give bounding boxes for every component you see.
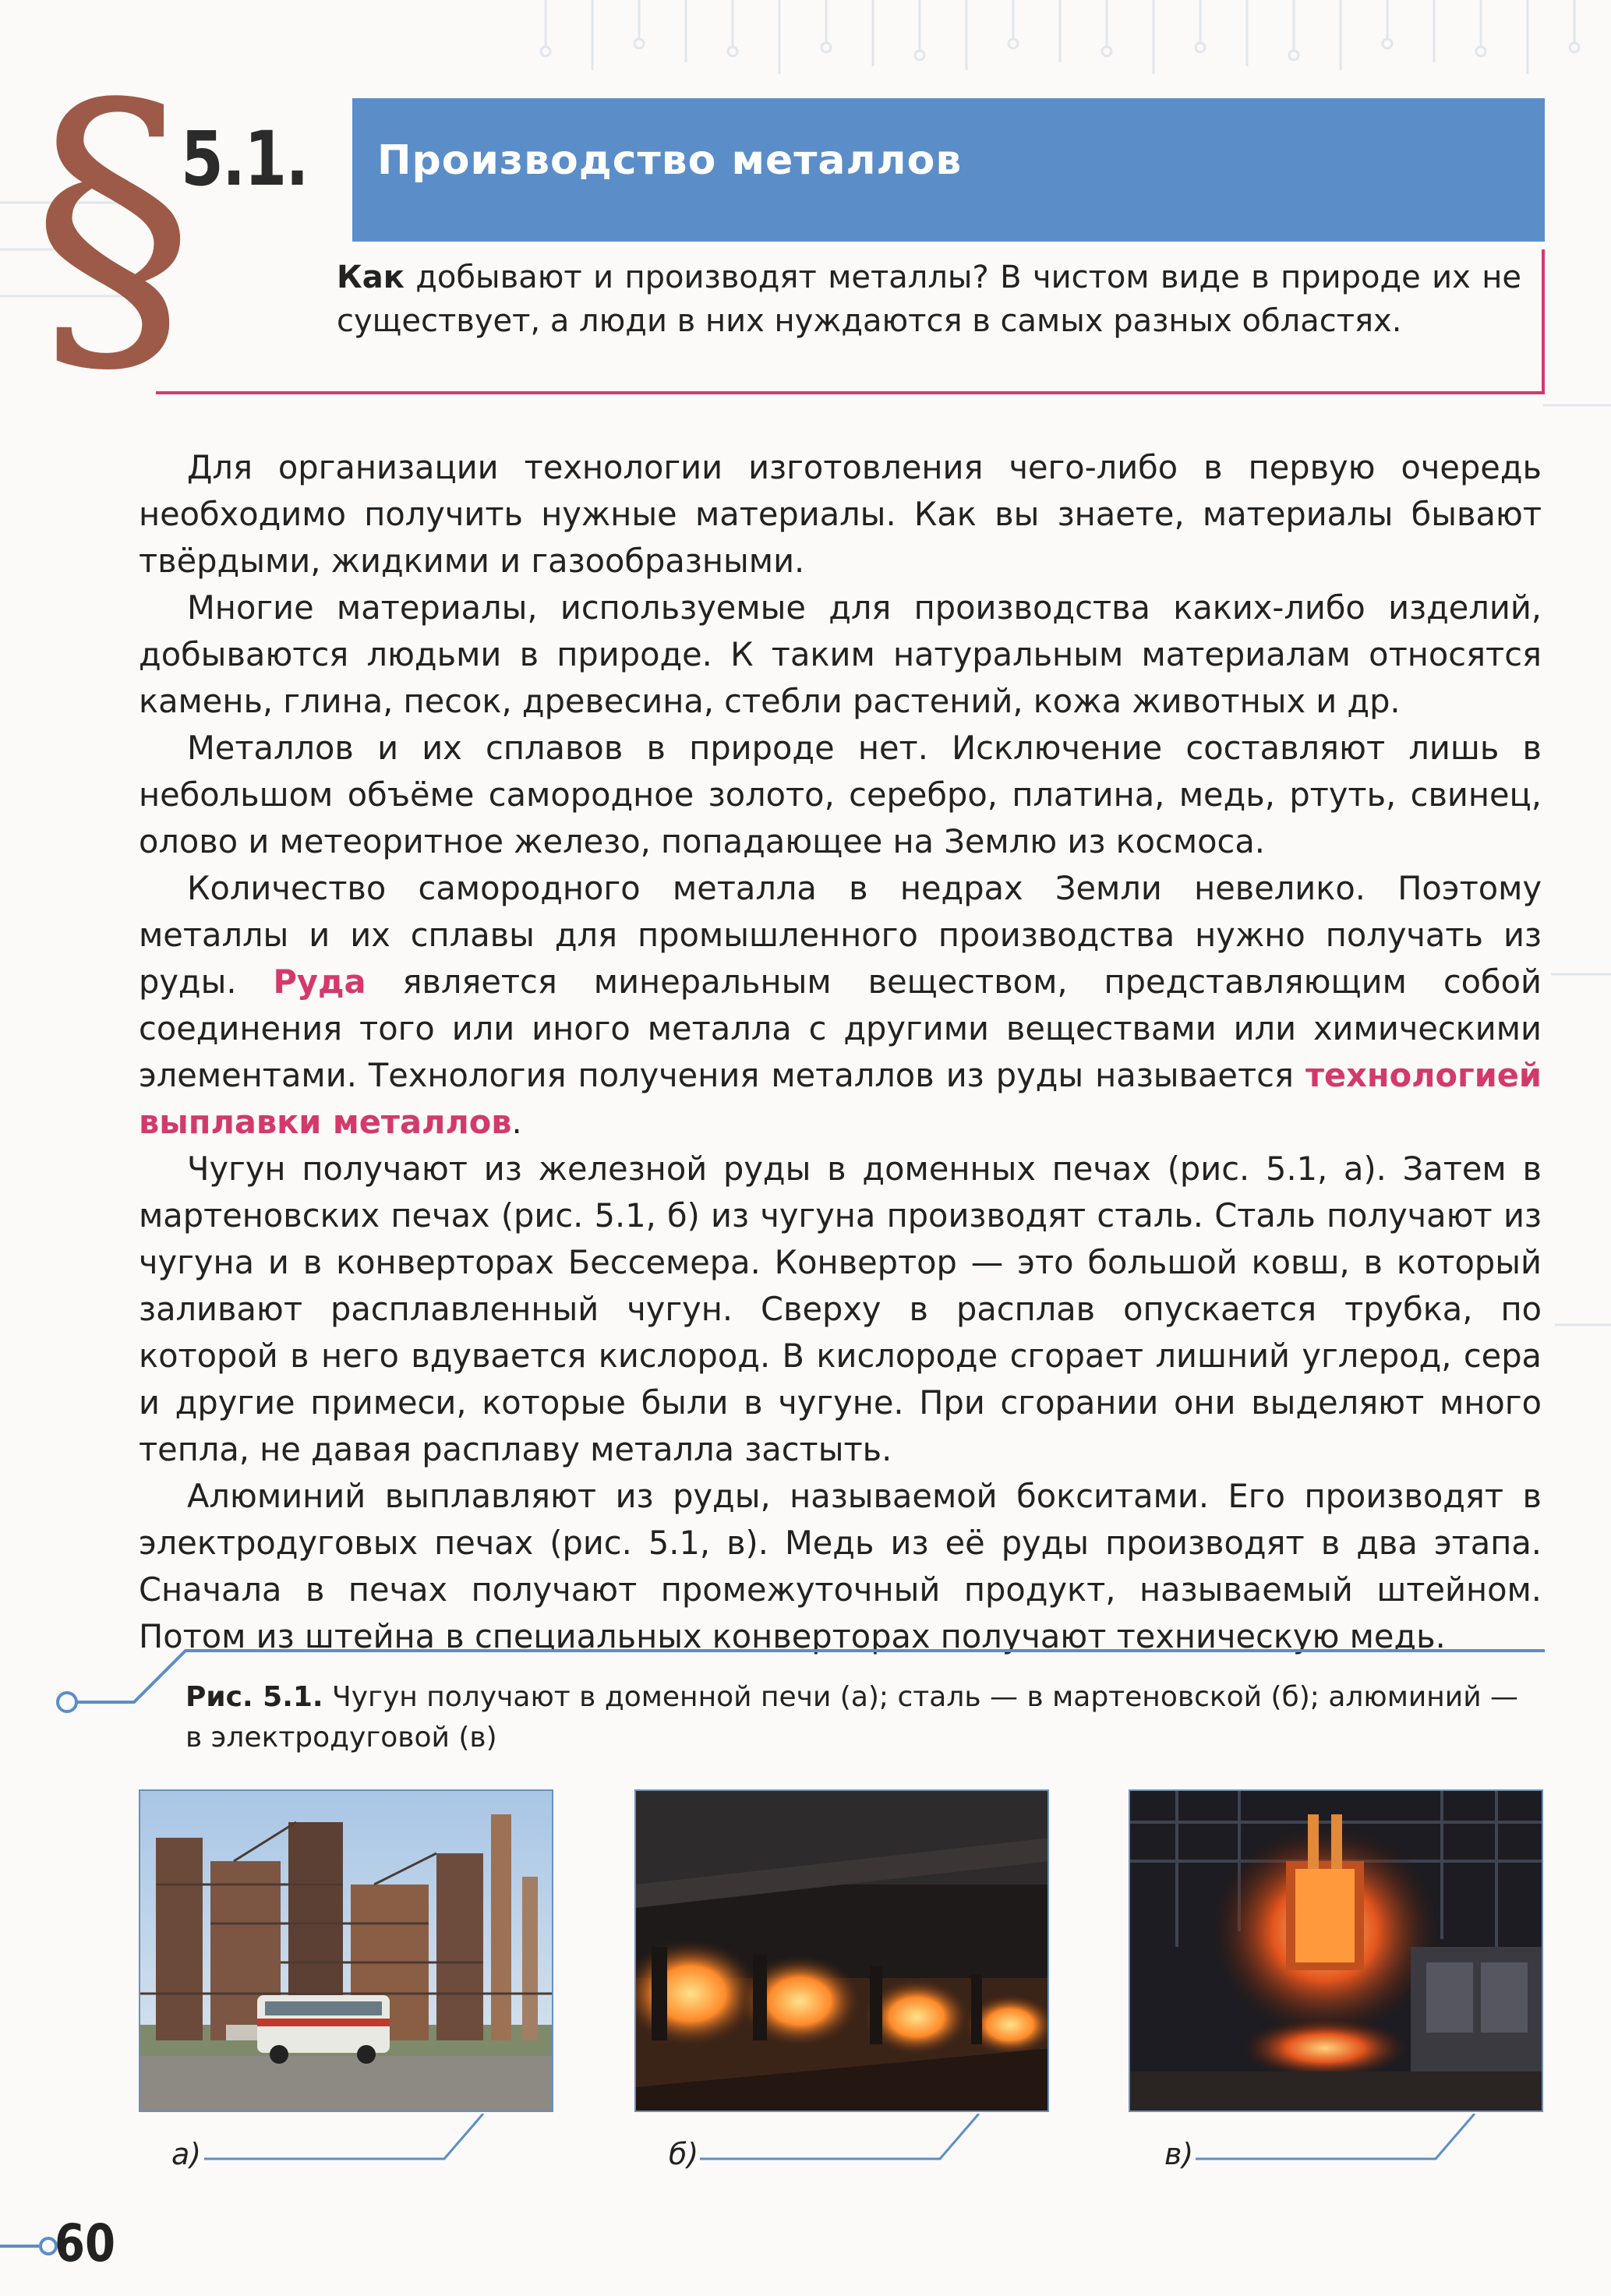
paragraph-4-part-c: . <box>511 1103 522 1141</box>
intro-box <box>156 249 1545 394</box>
page-number-marker <box>0 2231 62 2262</box>
photo-electric-arc-furnace <box>1129 1789 1543 2112</box>
main-text <box>139 444 1542 1660</box>
figure-ref: Рис. 5.1. <box>185 1681 323 1713</box>
photo-open-hearth-furnace <box>634 1789 1049 2112</box>
paragraph-4-part-b: является минеральным веществом, представляющим собой соединения того или иного металла с другими веществами или химическими элементами. Технология получения металлов из руды называется <box>139 963 1542 1094</box>
intro-rest: добывают и производят металлы? В чистом виде в природе их не существует, а люди в них нуждаются в самых разных областях. <box>337 260 1521 339</box>
section-sign-icon: § <box>31 35 195 416</box>
term-smelting: технологией выплавки металлов <box>139 1056 1542 1141</box>
section-number: 5.1. <box>181 115 308 203</box>
photo-label-c: в) <box>1164 2137 1194 2171</box>
paragraph-4 <box>139 865 1542 1146</box>
paragraph-1: Для организации технологии изготовления чего-либо в первую очередь необходимо получить нужные материалы. Как вы знаете, материалы бывают твёрдыми, жидкими и газообразными. <box>139 448 1542 580</box>
paragraph-4-part-a: Количество самородного металла в недрах Земли невелико. Поэтому металлы и их сплавы для промышленного производства нужно получать из руды. <box>139 869 1542 1001</box>
photo-blast-furnace <box>139 1789 553 2112</box>
paragraph-6: Алюминий выплавляют из руды, называемой бокситами. Его производят в электродуговых печах (рис. 5.1, в). Медь из её руды производят в два этапа. Сначала в печах получают промежуточный продукт, называемый штейном. Потом из штейна в специальных конверторах получают техническую медь. <box>139 1477 1542 1655</box>
photo-label-lines <box>0 2114 1611 2176</box>
intro-lead: Как <box>337 260 405 295</box>
figure-caption <box>185 1677 1542 1758</box>
figure-caption-text: Чугун получают в доменной печи (а); сталь — в мартеновской (б); алюминий — в электродуговой (в) <box>185 1681 1519 1754</box>
section-title: Производство металлов <box>377 137 963 184</box>
section-title-bar <box>352 98 1545 242</box>
paragraph-5: Чугун получают из железной руды в доменных печах (рис. 5.1, а). Затем в мартеновских печах (рис. 5.1, б) из чугуна производят сталь. Сталь получают из чугуна и в конверторах Бессемера. Конвертор — это большой ковш, в который заливают расплавленный чугун. Сверху в расплав опускается трубка, по которой в него вдувается кислород. В кислороде сгорает лишний углерод, сера и другие примеси, которые были в чугуне. При сгорании они выделяют много тепла, не давая расплаву металла застыть. <box>139 1150 1542 1468</box>
photo-label-a: а) <box>171 2137 202 2171</box>
photo-label-b: б) <box>669 2137 699 2171</box>
paragraph-3: Металлов и их сплавов в природе нет. Исключение составляют лишь в небольшом объёме самородное золото, серебро, платина, медь, ртуть, свинец, олово и метеоритное железо, попадающее на Землю из космоса. <box>139 729 1542 860</box>
page-number: 60 <box>55 2213 116 2273</box>
intro-text <box>337 256 1521 343</box>
term-ore: Руда <box>273 963 366 1001</box>
paragraph-2: Многие материалы, используемые для производства каких-либо изделий, добываются людьми в природе. К таким натуральным материалам относятся камень, глина, песок, древесина, стебли растений, кожа животных и др. <box>139 588 1542 720</box>
